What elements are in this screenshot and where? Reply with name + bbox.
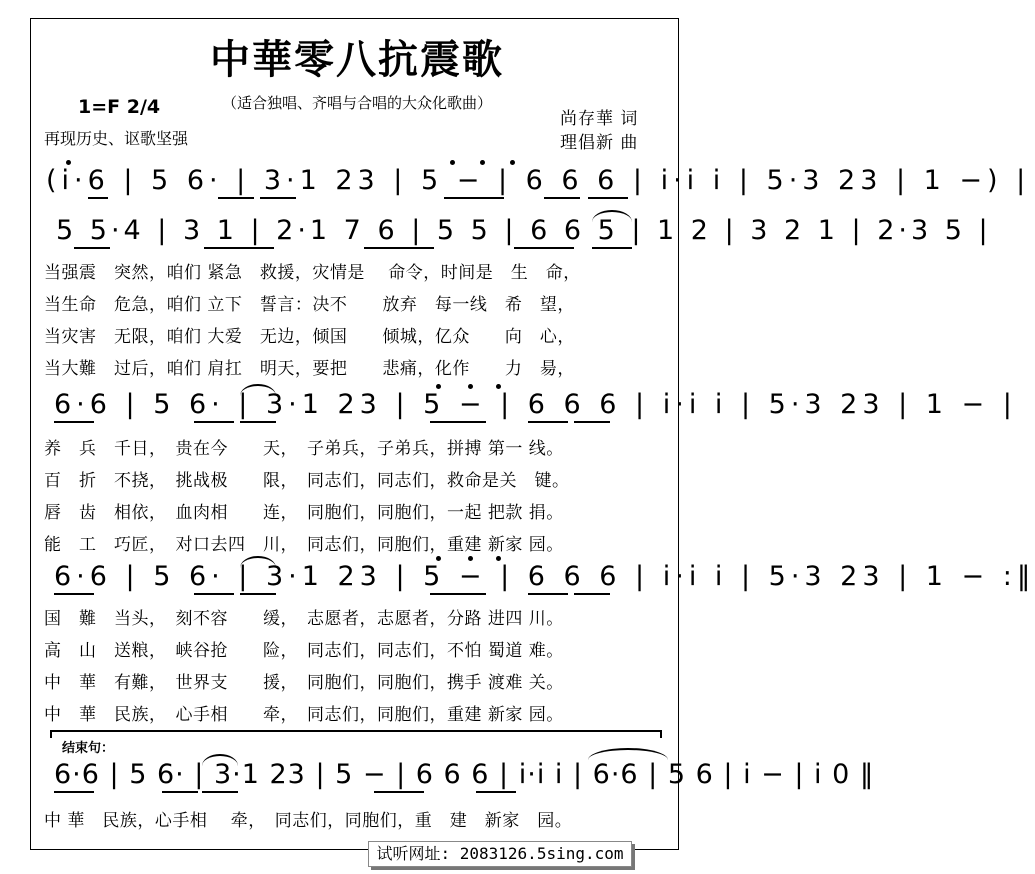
staff-notes: (i·6 | 5 6· | 3·1 23 | 5 − | 6 6 6 | i·i i | 5·3 23 | 1 −) | (46, 165, 1031, 196)
beam (592, 247, 632, 249)
beam (54, 421, 94, 423)
beam (240, 593, 276, 595)
beam (162, 791, 198, 793)
slur (240, 384, 276, 396)
beam (514, 247, 574, 249)
composer-credit (560, 128, 638, 153)
high-octave-dot (436, 384, 441, 389)
beam (574, 421, 610, 423)
beam (374, 791, 424, 793)
verse-lyrics-1: 当强震 突然，咱们 紧急 救援，灾情是 命令，时间是 生 命， (44, 263, 581, 283)
verse-lyrics-2: 当生命 危急，咱们 立下 誓言：决不 放弃 每一线 希 望， (44, 295, 575, 315)
chorus1-lyrics-1: 养 兵 千日， 贵在今 天， 子弟兵，子弟兵，拼搏 第一 线。 (44, 439, 564, 459)
chorus2-lyrics-3: 中 華 有難， 世界支 援， 同胞们，同胞们，携手 渡难 关。 (44, 673, 564, 693)
composer-name: 理倡新 (560, 133, 614, 153)
high-octave-dot (468, 556, 473, 561)
beam (194, 593, 234, 595)
high-octave-dot (450, 160, 455, 165)
lyricist-credit (560, 104, 638, 129)
chorus1-lyrics-3: 唇 齿 相依， 血肉相 连， 同胞们，同胞们，一起 把款 捐。 (44, 503, 564, 523)
beam (528, 421, 568, 423)
high-octave-dot (480, 160, 485, 165)
slur (592, 210, 632, 222)
beam (204, 247, 274, 249)
high-octave-dot (436, 556, 441, 561)
beam (588, 197, 628, 199)
beam (54, 791, 94, 793)
beam (194, 421, 234, 423)
beam (444, 197, 504, 199)
high-octave-dot (496, 384, 501, 389)
staff-notes: 6·6 | 5 6· | 3·1 23 | 5 − | 6 6 6 | i·i i | 6·6 | 5 6 | i − | i 0 ‖ (54, 759, 875, 790)
slur (240, 556, 276, 568)
beam (88, 197, 108, 199)
staff-notes: 5 5·4 | 3 1 | 2·1 7 6 | 5 5 | 6 6 5 | 1 2 | 3 2 1 | 2·3 5 | (56, 215, 992, 246)
beam (430, 593, 486, 595)
staff-ending (44, 754, 875, 794)
high-octave-dot (496, 556, 501, 561)
lyricist-role: 词 (620, 109, 639, 129)
verse-lyrics-4: 当大難 过后，咱们 肩扛 明天，要把 悲痛，化作 力 昜， (44, 359, 575, 379)
lyricist-name: 尚存華 (560, 109, 614, 129)
beam (202, 791, 238, 793)
verse-lyrics-3: 当灾害 无限，咱们 大爱 无边，倾国 倾城，亿众 向 心， (44, 327, 575, 347)
beam (476, 791, 516, 793)
staff-verse (44, 210, 992, 250)
ending-bracket (50, 730, 662, 738)
staff-chorus-2 (44, 556, 1035, 596)
chorus1-lyrics-2: 百 折 不挠， 挑战极 限， 同志们，同志们，救命是关 键。 (44, 471, 570, 491)
high-octave-dot (468, 384, 473, 389)
high-octave-dot (66, 160, 71, 165)
staff-chorus-1 (44, 384, 1017, 424)
song-title: 中華零八抗震歌 (210, 37, 504, 83)
beam (240, 421, 276, 423)
beam (544, 197, 580, 199)
key-signature: 1=F 2/4 (78, 96, 161, 118)
beam (74, 247, 110, 249)
chorus1-lyrics-4: 能 工 巧匠， 对口去四 川， 同志们，同胞们，重建 新家 园。 (44, 535, 564, 555)
beam (528, 593, 568, 595)
beam (260, 197, 296, 199)
listen-url[interactable]: 试听网址: 2083126.5sing.com (368, 841, 632, 867)
staff-notes: 6·6 | 5 6· | 3·1 23 | 5 − | 6 6 6 | i·i i | 5·3 23 | 1 − | (54, 389, 1017, 420)
ending-lyrics: 中 華 民族，心手相 牵， 同志们，同胞们，重 建 新家 园。 (44, 811, 573, 831)
slur (202, 754, 238, 766)
composer-role: 曲 (620, 133, 639, 153)
beam (430, 421, 486, 423)
beam (574, 593, 610, 595)
ending-label: 结束句： (62, 741, 115, 756)
chorus2-lyrics-4: 中 華 民族， 心手相 牵， 同志们，同胞们，重建 新家 园。 (44, 705, 564, 725)
beam (218, 197, 254, 199)
chorus2-lyrics-1: 国 難 当头， 刻不容 缓， 志愿者，志愿者，分路 进四 川。 (44, 609, 564, 629)
song-motto: 再现历史、讴歌坚强 (44, 129, 189, 148)
beam (54, 593, 94, 595)
staff-prelude (44, 160, 1031, 200)
staff-notes: 6·6 | 5 6· | 3·1 23 | 5 − | 6 6 6 | i·i i | 5·3 23 | 1 − :‖ (54, 561, 1035, 592)
high-octave-dot (510, 160, 515, 165)
chorus2-lyrics-2: 高 山 送粮， 峡谷抢 险， 同志们，同志们，不怕 蜀道 难。 (44, 641, 564, 661)
beam (364, 247, 434, 249)
song-subtitle: （适合独唱、齐唱与合唱的大众化歌曲） (221, 94, 492, 112)
